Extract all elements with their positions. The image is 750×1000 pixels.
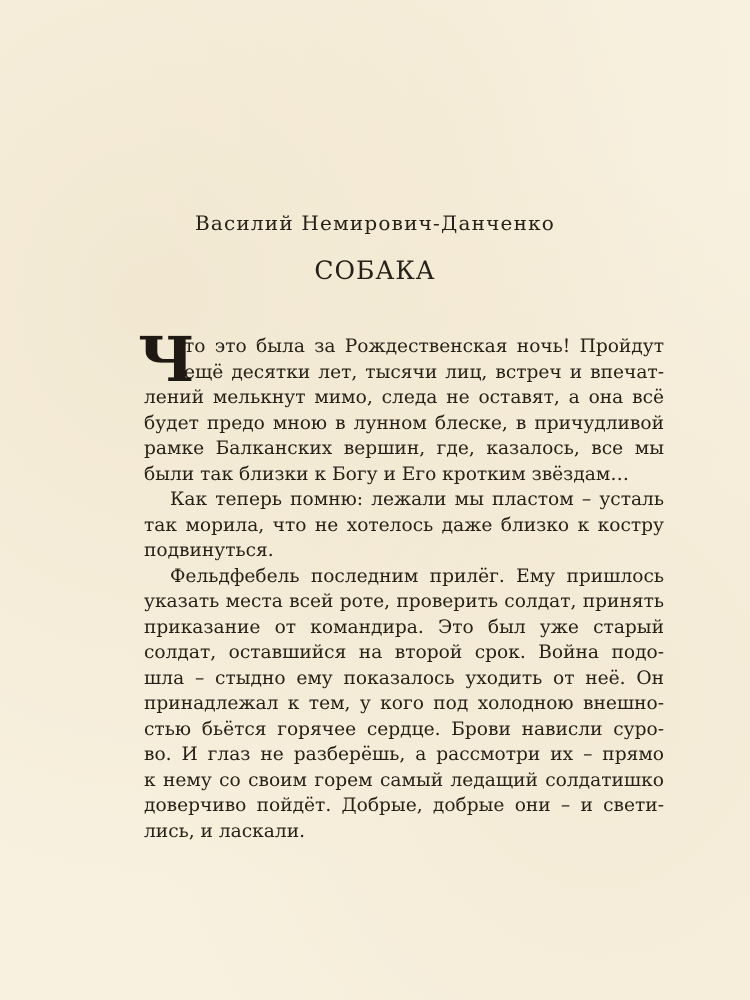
story-text xyxy=(138,323,664,844)
text-line: приказание от командира. Это был уже старый xyxy=(144,616,664,638)
story-title: СОБАКА xyxy=(314,256,436,285)
drop-cap-letter: Ч xyxy=(138,323,195,396)
paragraph xyxy=(138,323,664,487)
text-line: ещё десятки лет, тысячи лиц, встреч и впечат- xyxy=(184,361,664,383)
text-line: подвинуться. xyxy=(144,540,274,561)
text-line: Фельдфебель последним прилёг. Ему пришлось xyxy=(170,565,664,587)
text-line: лений мелькнут мимо, следа не оставят, а она всё xyxy=(144,387,664,408)
text-line: указать места всей роте, проверить солдат, принять xyxy=(144,591,664,612)
text-line: принадлежал к тем, у кого под холодною внешно- xyxy=(144,693,664,714)
text-line: Как теперь помню: лежали мы пластом – усталь xyxy=(170,489,664,510)
text-line: к нему со своим горем самый ледащий солдатишко xyxy=(144,769,664,791)
text-line: рамке Балканских вершин, где, казалось, все мы xyxy=(144,438,664,459)
author-name: Василий Немирович-Данченко xyxy=(194,211,556,235)
text-line: будет предо мною в лунном блеске, в причудливой xyxy=(144,412,664,434)
paragraph xyxy=(144,564,664,845)
text-line: во. И глаз не разберёшь, а рассмотри их – прямо xyxy=(144,744,664,765)
text-line: то это была за Рождественская ночь! Пройдут xyxy=(184,336,664,357)
text-line: были так близки к Богу и Его кротким звёздам… xyxy=(144,463,629,485)
text-line: стью бьётся горячее сердце. Брови нависли суро- xyxy=(144,718,664,740)
text-line: доверчиво пойдёт. Добрые, добрые они – и свети- xyxy=(144,795,664,816)
text-line: шла – стыдно ему показалось уходить от неё. Он xyxy=(144,667,664,689)
text-line: так морила, что не хотелось даже близко к костру xyxy=(144,514,664,536)
text-line: лись, и ласкали. xyxy=(144,820,305,842)
text-line: солдат, оставшийся на второй срок. Война подо- xyxy=(144,642,664,663)
paragraph xyxy=(144,487,664,564)
